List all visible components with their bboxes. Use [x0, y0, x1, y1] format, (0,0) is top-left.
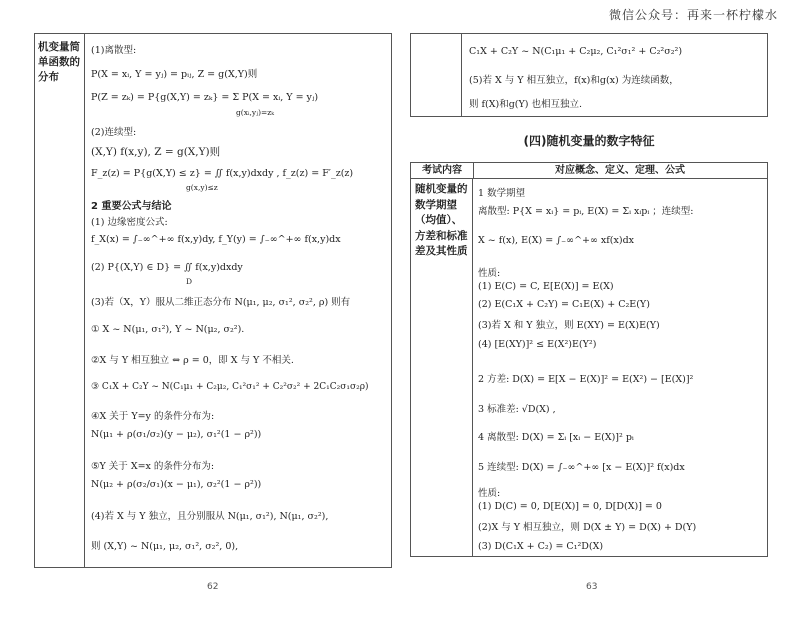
right-category-cell: 随机变量的数学期望（均值）、方差和标准差及其性质	[411, 179, 473, 556]
header-exam-content: 考试内容	[411, 163, 474, 178]
content-line: 性质:	[478, 488, 501, 499]
content-line: (5)若 X 与 Y 相互独立，f(x)和g(x) 为连续函数，	[469, 75, 679, 86]
content-line: F_z(z) = P{g(X,Y) ≤ z} = ∬ f(x,y)dxdy , f_z(z) = F′_z(z)	[91, 168, 354, 179]
content-line: C₁X + C₂Y ~ N(C₁μ₁ + C₂μ₂, C₁²σ₁² + C₂²σ₂²)	[469, 46, 683, 57]
right-continuation-table	[410, 33, 768, 117]
content-line: (1) 边缘密度公式:	[91, 217, 168, 228]
left-category-cell: 机变量简单函数的分布	[35, 34, 85, 567]
content-line: 2 方差: D(X) = E[X − E(X)]² = E(X²) − [E(X)]²	[478, 374, 694, 385]
content-line: 则 f(X)和g(Y) 也相互独立.	[469, 99, 583, 110]
table-header	[411, 163, 767, 179]
content-line: (1) D(C) = 0, D[E(X)] = 0, D[D(X)] = 0	[478, 501, 662, 512]
content-line: ④X 关于 Y=y 的条件分布为:	[91, 411, 215, 422]
subscript-line: g(x,y)≤z	[186, 183, 218, 192]
content-line: 3 标准差: √D(X) ,	[478, 404, 556, 415]
section-title: (四)随机变量的数字特征	[523, 134, 655, 148]
content-line: (4)若 X 与 Y 独立，且分别服从 N(μ₁, σ₁²), N(μ₁, σ₂²),	[91, 511, 329, 522]
content-line: f_X(x) = ∫₋∞^+∞ f(x,y)dy, f_Y(y) = ∫₋∞^+∞ f(x,y)dx	[91, 234, 341, 245]
content-line: ⑤Y 关于 X=x 的条件分布为:	[91, 461, 215, 472]
content-line: (X,Y) f(x,y), Z = g(X,Y)则	[91, 146, 221, 158]
content-line: ③ C₁X + C₂Y ~ N(C₁μ₁ + C₂μ₂, C₁²σ₁² + C₂²σ₂² + 2C₁C₂σ₁σ₂ρ)	[91, 382, 369, 392]
content-line: (2) P{(X,Y) ∈ D} = ∬ f(x,y)dxdy	[91, 262, 243, 273]
content-line: ②X 与 Y 相互独立 ⇔ ρ = 0，即 X 与 Y 不相关.	[91, 355, 294, 366]
content-line: ① X ~ N(μ₁, σ₁²), Y ~ N(μ₂, σ₂²).	[91, 324, 245, 335]
content-line: 1 数学期望	[478, 188, 526, 199]
content-line: (1) E(C) = C, E[E(X)] = E(X)	[478, 281, 614, 292]
content-line: (2)X 与 Y 相互独立，则 D(X ± Y) = D(X) + D(Y)	[478, 522, 697, 533]
page-number-right: 63	[586, 582, 598, 592]
header-concepts: 对应概念、定义、定理、公式	[555, 165, 685, 176]
content-line: (4) [E(XY)]² ≤ E(X²)E(Y²)	[478, 339, 597, 350]
content-line: (1)离散型:	[91, 45, 137, 56]
subscript-line: g(xᵢ,yⱼ)=zₖ	[236, 108, 274, 117]
right-content-cell	[474, 179, 767, 556]
right-features-table	[410, 162, 768, 557]
section-heading: 2 重要公式与结论	[91, 201, 172, 212]
content-line: N(μ₂ + ρ(σ₂/σ₁)(x − μ₁), σ₂²(1 − ρ²))	[91, 479, 262, 490]
content-line: X ~ f(x), E(X) = ∫₋∞^+∞ xf(x)dx	[478, 235, 635, 246]
content-line: 离散型: P{X = xᵢ} = pᵢ, E(X) = Σᵢ xᵢpᵢ ；连续型:	[478, 206, 694, 217]
content-line: 4 离散型: D(X) = Σᵢ [xᵢ − E(X)]² pᵢ	[478, 432, 634, 443]
content-line: P(Z = zₖ) = P{g(X,Y) = zₖ} = Σ P(X = xᵢ, Y = yⱼ)	[91, 92, 319, 103]
content-line: N(μ₁ + ρ(σ₁/σ₂)(y − μ₂), σ₁²(1 − ρ²))	[91, 429, 262, 440]
content-line: (3)若（X，Y）服从二维正态分布 N(μ₁, μ₂, σ₁², σ₂², ρ) 则有	[91, 297, 351, 308]
content-line: 性质:	[478, 268, 501, 279]
left-content-cell	[86, 34, 391, 567]
subscript-line: D	[186, 277, 193, 286]
content-line: 5 连续型: D(X) = ∫₋∞^+∞ [x − E(X)]² f(x)dx	[478, 462, 685, 473]
content-line: (2) E(C₁X + C₂Y) = C₁E(X) + C₂E(Y)	[478, 299, 650, 310]
content-line: P(X = xᵢ, Y = yⱼ) = pᵢⱼ, Z = g(X,Y)则	[91, 69, 258, 80]
page-number-left: 62	[207, 582, 219, 592]
left-page-table	[34, 33, 392, 568]
header-wechat: 微信公众号：再来一杯柠檬水	[608, 8, 778, 22]
content-line: (2)连续型:	[91, 127, 137, 138]
content-line: (3)若 X 和 Y 独立，则 E(XY) = E(X)E(Y)	[478, 320, 660, 331]
continuation-gutter	[411, 34, 462, 116]
content-line: (3) D(C₁X + C₂) = C₁²D(X)	[478, 541, 604, 552]
content-line: 则 (X,Y) ~ N(μ₁, μ₂, σ₁², σ₂², 0),	[91, 541, 239, 552]
